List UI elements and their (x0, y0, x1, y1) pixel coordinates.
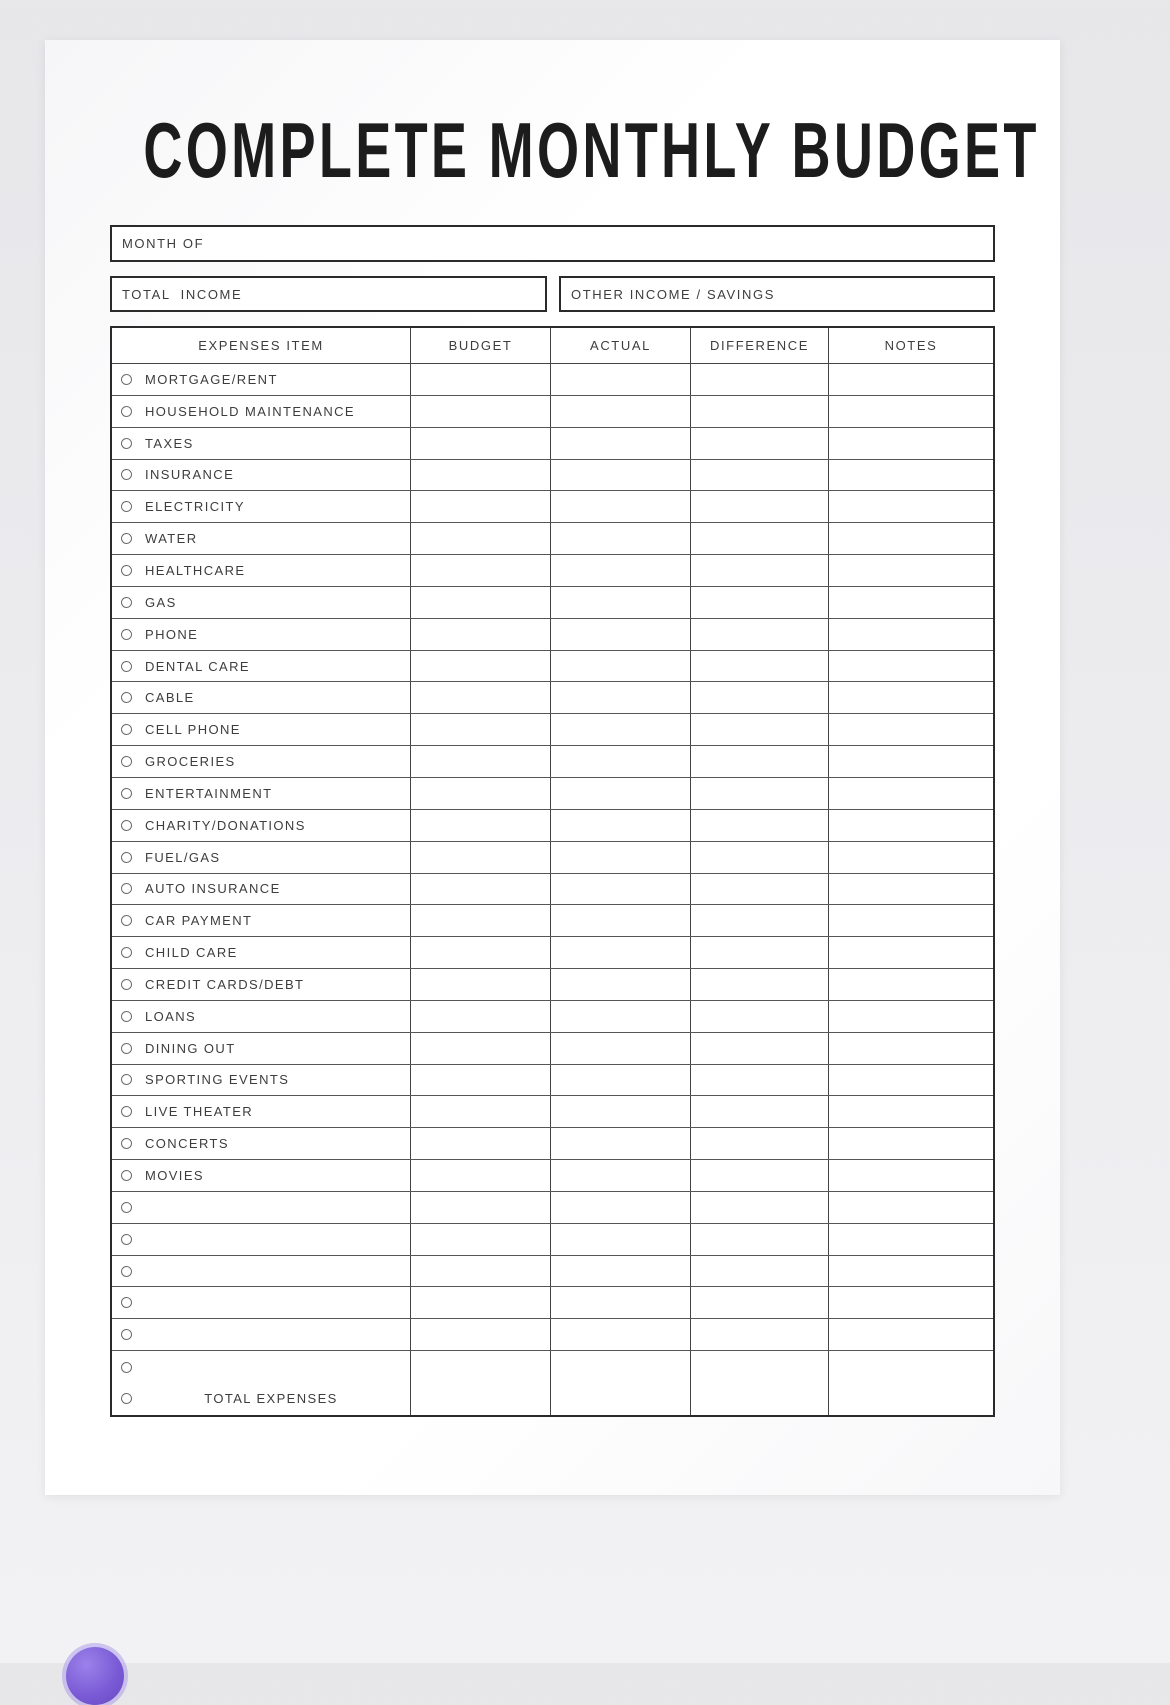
notes-cell (829, 714, 993, 745)
budget-cell (411, 778, 551, 809)
budget-cell (411, 1096, 551, 1127)
bullet-circle-icon (121, 947, 132, 958)
actual-cell (551, 1128, 691, 1159)
budget-cell (411, 746, 551, 777)
budget-cell (411, 587, 551, 618)
actual-cell (551, 523, 691, 554)
table-header-row (112, 328, 993, 364)
bullet-circle-icon (121, 883, 132, 894)
budget-cell (411, 1160, 551, 1191)
header-expenses-item: EXPENSES ITEM (112, 328, 411, 363)
table-row (112, 396, 993, 428)
notes-cell (829, 778, 993, 809)
budget-cell (411, 810, 551, 841)
expense-item-cell (112, 1001, 411, 1032)
table-row (112, 1224, 993, 1256)
income-row (110, 276, 995, 312)
expense-item-label: INSURANCE (145, 467, 235, 483)
difference-cell (691, 1224, 829, 1255)
budget-cell (411, 460, 551, 491)
difference-cell (691, 1192, 829, 1223)
bullet-circle-icon (121, 724, 132, 735)
difference-cell (691, 364, 829, 395)
difference-cell (691, 396, 829, 427)
budget-cell (411, 619, 551, 650)
expense-item-label: ELECTRICITY (145, 499, 245, 515)
difference-cell (691, 428, 829, 459)
table-row (112, 810, 993, 842)
bullet-circle-icon (121, 1043, 132, 1054)
budget-cell (411, 937, 551, 968)
difference-cell (691, 1096, 829, 1127)
actual-cell (551, 428, 691, 459)
bullet-circle-icon (121, 1138, 132, 1149)
notes-cell (829, 842, 993, 873)
table-row (112, 937, 993, 969)
month-of-label: MONTH OF (122, 236, 205, 251)
table-row (112, 746, 993, 778)
budget-cell (411, 1192, 551, 1223)
expense-item-label: CHARITY/DONATIONS (145, 817, 306, 833)
table-row (112, 842, 993, 874)
expense-item-label: GROCERIES (145, 754, 236, 770)
budget-cell (411, 714, 551, 745)
other-income-field (559, 276, 995, 312)
expense-item-cell (112, 1256, 411, 1287)
expense-item-label: HOUSEHOLD MAINTENANCE (145, 403, 355, 419)
table-row (112, 1128, 993, 1160)
expense-item-cell (112, 842, 411, 873)
actual-cell (551, 937, 691, 968)
expense-item-cell (112, 1160, 411, 1191)
expense-item-cell (112, 746, 411, 777)
budget-cell (411, 396, 551, 427)
difference-cell (691, 905, 829, 936)
expense-item-label: MORTGAGE/RENT (145, 371, 278, 387)
expense-item-label: DENTAL CARE (145, 658, 250, 674)
actual-cell (551, 905, 691, 936)
actual-cell (551, 746, 691, 777)
notes-cell (829, 364, 993, 395)
expense-item-cell (112, 1351, 411, 1383)
budget-cell (411, 1287, 551, 1318)
difference-cell (691, 778, 829, 809)
actual-cell (551, 874, 691, 905)
table-row (112, 1351, 993, 1383)
budget-cell (411, 1001, 551, 1032)
document-page (45, 40, 1060, 1495)
notes-cell (829, 1224, 993, 1255)
expense-item-label: LIVE THEATER (145, 1104, 254, 1120)
budget-cell (411, 1383, 551, 1415)
table-row (112, 428, 993, 460)
notes-cell (829, 1192, 993, 1223)
table-row (112, 874, 993, 906)
expense-item-cell (112, 1096, 411, 1127)
expense-item-label: MOVIES (145, 1168, 204, 1184)
bullet-circle-icon (121, 469, 132, 480)
difference-cell (691, 1319, 829, 1350)
actual-cell (551, 1224, 691, 1255)
table-row (112, 1256, 993, 1288)
bullet-circle-icon (121, 756, 132, 767)
difference-cell (691, 1287, 829, 1318)
actual-cell (551, 1287, 691, 1318)
expense-item-label: CONCERTS (145, 1136, 229, 1152)
actual-cell (551, 1065, 691, 1096)
expense-item-label: CABLE (145, 690, 195, 706)
difference-cell (691, 619, 829, 650)
notes-cell (829, 1160, 993, 1191)
bullet-circle-icon (121, 597, 132, 608)
table-row (112, 1065, 993, 1097)
expense-item-cell (112, 587, 411, 618)
table-row (112, 969, 993, 1001)
bullet-circle-icon (121, 374, 132, 385)
floating-widget-button[interactable] (66, 1647, 124, 1705)
bullet-circle-icon (121, 1297, 132, 1308)
bullet-circle-icon (121, 1011, 132, 1022)
table-row (112, 460, 993, 492)
expense-item-cell (112, 1192, 411, 1223)
budget-cell (411, 1351, 551, 1383)
expense-item-label: LOANS (145, 1008, 197, 1024)
budget-cell (411, 364, 551, 395)
difference-cell (691, 714, 829, 745)
actual-cell (551, 619, 691, 650)
notes-cell (829, 396, 993, 427)
expense-item-cell (112, 619, 411, 650)
bullet-circle-icon (121, 1329, 132, 1340)
page-content (110, 225, 995, 1417)
table-row (112, 1033, 993, 1065)
actual-cell (551, 396, 691, 427)
budget-cell (411, 682, 551, 713)
month-of-field (110, 225, 995, 262)
expense-item-label: SPORTING EVENTS (145, 1072, 290, 1088)
bullet-circle-icon (121, 1393, 132, 1404)
notes-cell (829, 1096, 993, 1127)
actual-cell (551, 460, 691, 491)
other-income-label: OTHER INCOME / SAVINGS (571, 286, 775, 302)
expense-item-label: CAR PAYMENT (145, 913, 253, 929)
expense-item-label: TAXES (145, 435, 194, 451)
table-row (112, 1319, 993, 1351)
budget-cell (411, 1319, 551, 1350)
actual-cell (551, 810, 691, 841)
actual-cell (551, 364, 691, 395)
difference-cell (691, 651, 829, 682)
expense-item-label: FUEL/GAS (145, 849, 221, 865)
difference-cell (691, 1383, 829, 1415)
difference-cell (691, 491, 829, 522)
difference-cell (691, 1001, 829, 1032)
total-expenses-label: TOTAL EXPENSES (204, 1391, 338, 1407)
bullet-circle-icon (121, 629, 132, 640)
bullet-circle-icon (121, 1234, 132, 1245)
actual-cell (551, 1256, 691, 1287)
bullet-circle-icon (121, 788, 132, 799)
actual-cell (551, 555, 691, 586)
difference-cell (691, 587, 829, 618)
difference-cell (691, 682, 829, 713)
table-row (112, 1001, 993, 1033)
expense-rows (112, 364, 993, 1383)
table-row (112, 651, 993, 683)
difference-cell (691, 874, 829, 905)
header-notes: NOTES (884, 338, 938, 353)
actual-cell (551, 1001, 691, 1032)
difference-cell (691, 842, 829, 873)
actual-cell (551, 1383, 691, 1415)
budget-cell (411, 842, 551, 873)
budget-cell (411, 969, 551, 1000)
total-income-field (110, 276, 547, 312)
header-difference: DIFFERENCE (691, 328, 829, 363)
bullet-circle-icon (121, 820, 132, 831)
expense-item-cell (112, 810, 411, 841)
bullet-circle-icon (121, 1074, 132, 1085)
notes-cell (829, 905, 993, 936)
actual-cell (551, 778, 691, 809)
actual-cell (551, 1033, 691, 1064)
actual-cell (551, 587, 691, 618)
budget-cell (411, 1128, 551, 1159)
difference-cell (691, 1160, 829, 1191)
actual-cell (551, 969, 691, 1000)
actual-cell (551, 1096, 691, 1127)
expense-item-cell (112, 396, 411, 427)
expense-item-label: CREDIT CARDS/DEBT (145, 976, 305, 992)
bullet-circle-icon (121, 915, 132, 926)
budget-cell (411, 905, 551, 936)
bullet-circle-icon (121, 438, 132, 449)
notes-cell (829, 428, 993, 459)
difference-cell (691, 1351, 829, 1383)
actual-cell (551, 842, 691, 873)
expense-item-label: WATER (145, 531, 198, 547)
budget-cell (411, 428, 551, 459)
table-row (112, 1160, 993, 1192)
total-income-label: TOTAL INCOME (122, 286, 243, 302)
notes-cell (829, 810, 993, 841)
page-title: COMPLETE MONTHLY BUDGET (143, 106, 1040, 194)
difference-cell (691, 969, 829, 1000)
expense-item-cell (112, 778, 411, 809)
difference-cell (691, 555, 829, 586)
expense-item-cell (112, 1319, 411, 1350)
expense-item-cell (112, 937, 411, 968)
expense-item-cell (112, 491, 411, 522)
difference-cell (691, 810, 829, 841)
expense-item-label: GAS (145, 594, 177, 610)
bullet-circle-icon (121, 852, 132, 863)
expense-item-cell (112, 1033, 411, 1064)
notes-cell (829, 523, 993, 554)
actual-cell (551, 682, 691, 713)
table-row (112, 619, 993, 651)
expense-item-cell (112, 428, 411, 459)
notes-cell (829, 460, 993, 491)
table-row (112, 587, 993, 619)
bullet-circle-icon (121, 661, 132, 672)
table-row (112, 1192, 993, 1224)
notes-cell (829, 651, 993, 682)
notes-cell (829, 746, 993, 777)
notes-cell (829, 1128, 993, 1159)
budget-cell (411, 651, 551, 682)
difference-cell (691, 1128, 829, 1159)
expense-item-cell (112, 682, 411, 713)
table-row (112, 523, 993, 555)
total-expenses-cell (112, 1383, 411, 1415)
actual-cell (551, 1160, 691, 1191)
difference-cell (691, 937, 829, 968)
notes-cell (829, 1351, 993, 1383)
budget-cell (411, 491, 551, 522)
expense-item-cell (112, 1065, 411, 1096)
notes-cell (829, 937, 993, 968)
expense-item-cell (112, 905, 411, 936)
notes-cell (829, 874, 993, 905)
total-expenses-row (112, 1383, 993, 1415)
table-row (112, 714, 993, 746)
notes-cell (829, 619, 993, 650)
table-row (112, 778, 993, 810)
bullet-circle-icon (121, 1170, 132, 1181)
bullet-circle-icon (121, 406, 132, 417)
expense-item-cell (112, 460, 411, 491)
expense-item-cell (112, 874, 411, 905)
actual-cell (551, 1192, 691, 1223)
notes-cell (829, 1065, 993, 1096)
bullet-circle-icon (121, 692, 132, 703)
notes-cell (829, 682, 993, 713)
bullet-circle-icon (121, 565, 132, 576)
bullet-circle-icon (121, 533, 132, 544)
expense-item-cell (112, 1224, 411, 1255)
notes-cell (829, 1033, 993, 1064)
expense-item-cell (112, 1287, 411, 1318)
expense-item-cell (112, 651, 411, 682)
bullet-circle-icon (121, 979, 132, 990)
expense-item-label: AUTO INSURANCE (145, 881, 281, 897)
notes-cell (829, 1287, 993, 1318)
notes-cell (829, 1256, 993, 1287)
expense-item-cell (112, 364, 411, 395)
expense-item-label: CHILD CARE (145, 945, 238, 961)
expense-item-cell (112, 969, 411, 1000)
expense-item-label: CELL PHONE (145, 722, 241, 738)
budget-cell (411, 874, 551, 905)
difference-cell (691, 746, 829, 777)
expense-item-cell (112, 555, 411, 586)
difference-cell (691, 460, 829, 491)
budget-cell (411, 1065, 551, 1096)
header-budget: BUDGET (411, 328, 551, 363)
actual-cell (551, 491, 691, 522)
actual-cell (551, 1351, 691, 1383)
expense-item-label: ENTERTAINMENT (145, 785, 273, 801)
actual-cell (551, 1319, 691, 1350)
page-title-wrap (45, 106, 1060, 194)
table-row (112, 364, 993, 396)
difference-cell (691, 523, 829, 554)
table-row (112, 905, 993, 937)
table-row (112, 491, 993, 523)
table-row (112, 1096, 993, 1128)
expense-item-cell (112, 1128, 411, 1159)
table-row (112, 682, 993, 714)
header-actual: ACTUAL (551, 328, 691, 363)
expense-item-label: HEALTHCARE (145, 562, 246, 578)
notes-cell (829, 491, 993, 522)
table-row (112, 1287, 993, 1319)
notes-cell (829, 1319, 993, 1350)
notes-cell (829, 969, 993, 1000)
budget-cell (411, 523, 551, 554)
actual-cell (551, 651, 691, 682)
budget-table (110, 326, 995, 1417)
expense-item-label: PHONE (145, 626, 199, 642)
bullet-circle-icon (121, 1362, 132, 1373)
difference-cell (691, 1033, 829, 1064)
expense-item-label: DINING OUT (145, 1040, 236, 1056)
budget-cell (411, 1033, 551, 1064)
difference-cell (691, 1256, 829, 1287)
bullet-circle-icon (121, 1106, 132, 1117)
notes-cell (829, 555, 993, 586)
difference-cell (691, 1065, 829, 1096)
actual-cell (551, 714, 691, 745)
bullet-circle-icon (121, 1266, 132, 1277)
notes-cell (829, 587, 993, 618)
budget-cell (411, 1256, 551, 1287)
notes-cell (829, 1001, 993, 1032)
bullet-circle-icon (121, 501, 132, 512)
table-row (112, 555, 993, 587)
expense-item-cell (112, 714, 411, 745)
expense-item-cell (112, 523, 411, 554)
budget-cell (411, 1224, 551, 1255)
budget-cell (411, 555, 551, 586)
bullet-circle-icon (121, 1202, 132, 1213)
notes-cell (829, 1383, 993, 1415)
